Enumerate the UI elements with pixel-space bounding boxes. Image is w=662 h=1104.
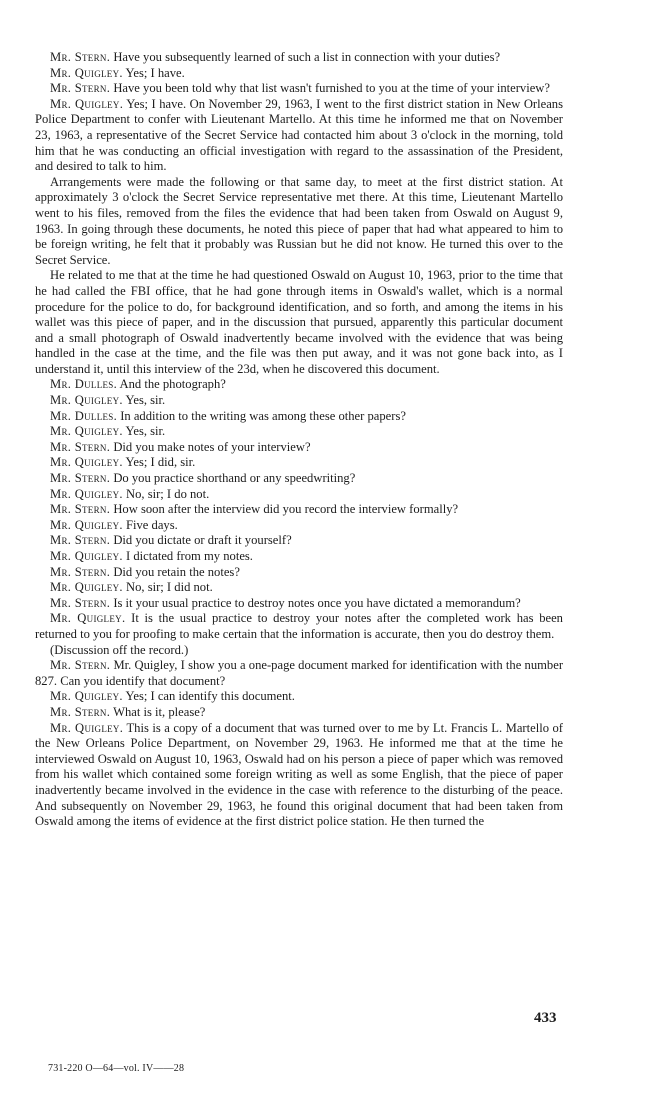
speaker-name: Mr. Quigley.	[50, 611, 126, 626]
speaker-name: Mr. Stern.	[50, 533, 111, 548]
speaker-name: Mr. Dulles.	[50, 408, 118, 423]
paragraph-text: Yes, sir.	[125, 424, 166, 439]
speaker-name: Mr. Quigley.	[50, 580, 123, 595]
transcript-paragraph	[35, 97, 563, 175]
paragraph-text: Yes; I have.	[125, 65, 185, 80]
paragraph-text: Did you dictate or draft it yourself?	[113, 533, 292, 548]
paragraph-text: Did you retain the notes?	[113, 564, 240, 579]
speaker-name: Mr. Stern.	[50, 81, 111, 96]
transcript-paragraph	[35, 409, 563, 425]
paragraph-text: Yes; I have. On November 29, 1963, I went to the first district station in New Orleans Police Department to confer with Lieutenant Martello. At this time he informed me that on November 23, 1963, a representative of the Secret Service had contacted him about 3 o'clock in the morning, told him that he was conducting an official investigation with regard to the assassination of the President, and desired to talk to him.	[35, 96, 563, 174]
transcript-paragraph	[35, 596, 563, 612]
paragraph-text: Yes; I did, sir.	[125, 455, 196, 470]
transcript-paragraph	[35, 658, 563, 689]
transcript-paragraph	[35, 424, 563, 440]
speaker-name: Mr. Stern.	[50, 439, 111, 454]
transcript-paragraph	[35, 393, 563, 409]
transcript-paragraph	[35, 689, 563, 705]
paragraph-text: Mr. Quigley, I show you a one-page document marked for identification with the number 827. Can you identify that document?	[35, 658, 564, 688]
transcript-paragraph	[35, 721, 563, 830]
paragraph-text: He related to me that at the time he had questioned Oswald on August 10, 1963, prior to the time that he had called the FBI office, that he had gone through items in Oswald's wallet, which is a normal procedure for the police to do, for background identification, and so forth, and among the items in his wallet was this piece of paper, and in the discussion that pursued, apparently this particular document and a small photograph of Oswald inadvertently became involved with the evidence that was being handled in the case at the time, and the file was then put away, and it was not gone back into, as I understand it, until this interview of the 23d, when he discovered this document.	[35, 268, 563, 376]
transcript-paragraph	[35, 705, 563, 721]
transcript-paragraph	[35, 502, 563, 518]
transcript-paragraph	[35, 533, 563, 549]
paragraph-text: Is it your usual practice to destroy notes once you have dictated a memorandum?	[113, 595, 521, 610]
speaker-name: Mr. Stern.	[50, 471, 111, 486]
speaker-name: Mr. Quigley.	[50, 65, 123, 80]
transcript-paragraph	[35, 377, 563, 393]
speaker-name: Mr. Stern.	[50, 704, 111, 719]
paragraph-text: Five days.	[126, 517, 178, 532]
paragraph-text: Yes; I can identify this document.	[125, 689, 295, 704]
paragraph-text: Have you been told why that list wasn't furnished to you at the time of your interview?	[113, 81, 550, 96]
paragraph-text: No, sir; I did not.	[126, 580, 213, 595]
transcript-paragraph	[35, 175, 563, 269]
transcript-body	[35, 50, 563, 830]
transcript-paragraph	[35, 81, 563, 97]
paragraph-text: Arrangements were made the following or that same day, to meet at the first district station. At approximately 3 o'clock the Secret Service representative met there. At this time, Lieutenant Martello went to his files, removed from the files the evidence that had been taken from Oswald on August 9, 1963. In going through these documents, he noted this piece of paper that had what appeared to him to be foreign writing, he felt that it probably was Russian but he did not know. He turned this over to the Secret Service.	[35, 174, 563, 267]
page-number: 433	[534, 1010, 557, 1026]
speaker-name: Mr. Stern.	[50, 502, 111, 517]
paragraph-text: I dictated from my notes.	[126, 549, 253, 563]
transcript-paragraph	[35, 440, 563, 456]
speaker-name: Mr. Quigley.	[50, 549, 123, 563]
transcript-paragraph	[35, 565, 563, 581]
paragraph-text: How soon after the interview did you record the interview formally?	[113, 502, 459, 517]
speaker-name: Mr. Stern.	[50, 50, 111, 64]
speaker-name: Mr. Stern.	[50, 595, 111, 610]
paragraph-text: Have you subsequently learned of such a list in connection with your duties?	[113, 50, 501, 64]
speaker-name: Mr. Quigley.	[50, 720, 124, 735]
paragraph-text: This is a copy of a document that was turned over to me by Lt. Francis L. Martello of the New Orleans Police Department, on November 29, 1963. He informed me that at the time he interviewed Oswald on August 10, 1963, Oswald had on his person a piece of paper which was removed from his wallet which contained some foreign writing as well as some English, that the piece of paper inadvertently became involved in the evidence in the case with reference to the disturbing of the peace. And subsequently on November 29, 1963, he found this original document that had been taken from Oswald among the items of evidence at the first district police station. He then turned the	[35, 720, 563, 829]
transcript-paragraph	[35, 611, 563, 642]
paragraph-text: Do you practice shorthand or any speedwriting?	[113, 471, 356, 486]
paragraph-text: What is it, please?	[113, 704, 206, 719]
speaker-name: Mr. Quigley.	[50, 689, 123, 704]
paragraph-text: Yes, sir.	[125, 393, 166, 408]
speaker-name: Mr. Quigley.	[50, 424, 123, 439]
paragraph-text: In addition to the writing was among these other papers?	[120, 408, 406, 423]
speaker-name: Mr. Stern.	[50, 564, 111, 579]
speaker-name: Mr. Dulles.	[50, 377, 118, 392]
paragraph-text: (Discussion off the record.)	[50, 642, 189, 657]
paragraph-text: It is the usual practice to destroy your notes after the completed work has been returned to you for proofing to make certain that the information is accurate, then you do destroy them.	[35, 611, 563, 641]
speaker-name: Mr. Quigley.	[50, 455, 123, 470]
transcript-paragraph	[35, 66, 563, 82]
transcript-paragraph	[35, 487, 563, 503]
paragraph-text: Did you make notes of your interview?	[113, 439, 311, 454]
transcript-paragraph	[35, 643, 563, 659]
transcript-paragraph	[35, 50, 563, 66]
transcript-paragraph	[35, 518, 563, 534]
transcript-paragraph	[35, 455, 563, 471]
speaker-name: Mr. Quigley.	[50, 96, 124, 111]
transcript-paragraph	[35, 268, 563, 377]
speaker-name: Mr. Quigley.	[50, 393, 123, 408]
paragraph-text: No, sir; I do not.	[126, 486, 210, 501]
speaker-name: Mr. Quigley.	[50, 517, 123, 532]
print-code: 731-220 O—64—vol. IV——28	[48, 1063, 185, 1074]
transcript-paragraph	[35, 471, 563, 487]
transcript-paragraph	[35, 549, 563, 565]
transcript-paragraph	[35, 580, 563, 596]
speaker-name: Mr. Quigley.	[50, 486, 123, 501]
speaker-name: Mr. Stern.	[50, 658, 111, 673]
paragraph-text: And the photograph?	[119, 377, 226, 392]
